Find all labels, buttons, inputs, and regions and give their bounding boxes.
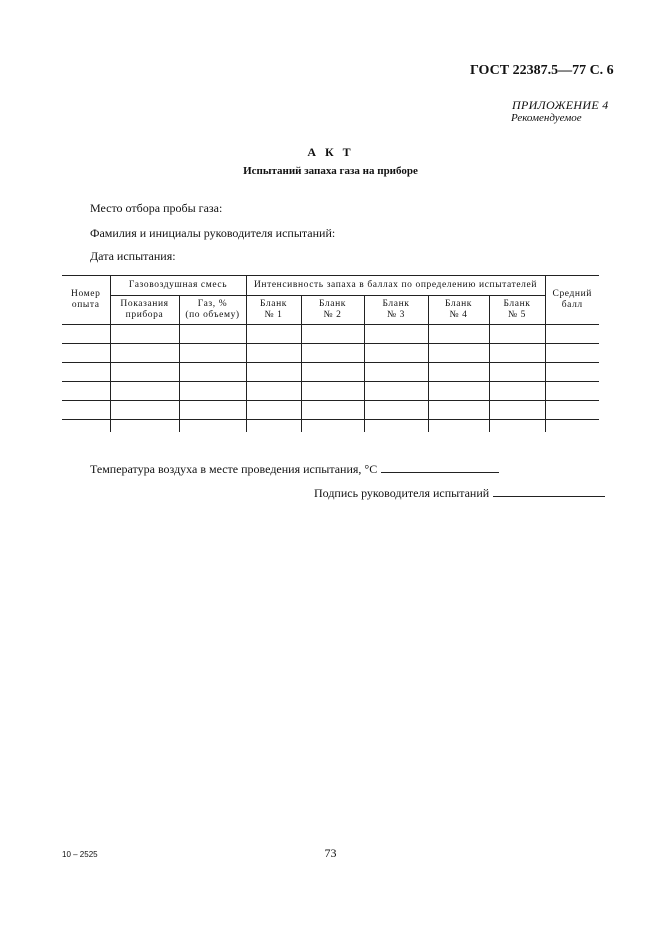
table-row	[62, 344, 599, 363]
field-date: Дата испытания:	[90, 249, 176, 263]
temperature-blank-line	[381, 462, 499, 473]
field-sampling-place: Место отбора пробы газа:	[90, 201, 223, 215]
print-code: 10 – 2525	[62, 850, 98, 859]
signature-blank-line	[493, 486, 605, 497]
header-blank-2: Бланк № 2	[301, 296, 364, 325]
header-readings: Показания прибора	[110, 296, 179, 325]
header-intensity: Интенсивность запаха в баллах по определению испытателей	[246, 276, 545, 296]
signature-field	[314, 486, 605, 501]
table-row	[62, 420, 599, 433]
signature-label: Подпись руководителя испытаний	[314, 486, 490, 500]
temperature-field	[90, 462, 499, 477]
table-row	[62, 363, 599, 382]
header-gas-mixture: Газовоздушная смесь	[110, 276, 246, 296]
table-row	[62, 382, 599, 401]
header-blank-4: Бланк № 4	[428, 296, 489, 325]
recommended-label: Рекомендуемое	[511, 112, 582, 124]
page-number: 73	[324, 846, 337, 860]
field-supervisor: Фамилия и инициалы руководителя испытаний:	[90, 226, 336, 240]
test-table	[62, 275, 599, 432]
document-code: ГОСТ 22387.5—77 С. 6	[470, 63, 614, 78]
document-subtitle: Испытаний запаха газа на приборе	[243, 165, 418, 177]
header-average: Средний балл	[545, 276, 599, 325]
header-number: Номер опыта	[62, 276, 110, 325]
temperature-label: Температура воздуха в месте проведения испытания, °С	[90, 462, 378, 476]
header-gas-percent: Газ, % (по объему)	[179, 296, 246, 325]
document-title: А К Т	[307, 145, 354, 159]
appendix-label: ПРИЛОЖЕНИЕ 4	[512, 98, 609, 112]
header-blank-3: Бланк № 3	[364, 296, 428, 325]
header-blank-1: Бланк № 1	[246, 296, 301, 325]
table-row	[62, 401, 599, 420]
table-row	[62, 325, 599, 344]
header-blank-5: Бланк № 5	[489, 296, 545, 325]
